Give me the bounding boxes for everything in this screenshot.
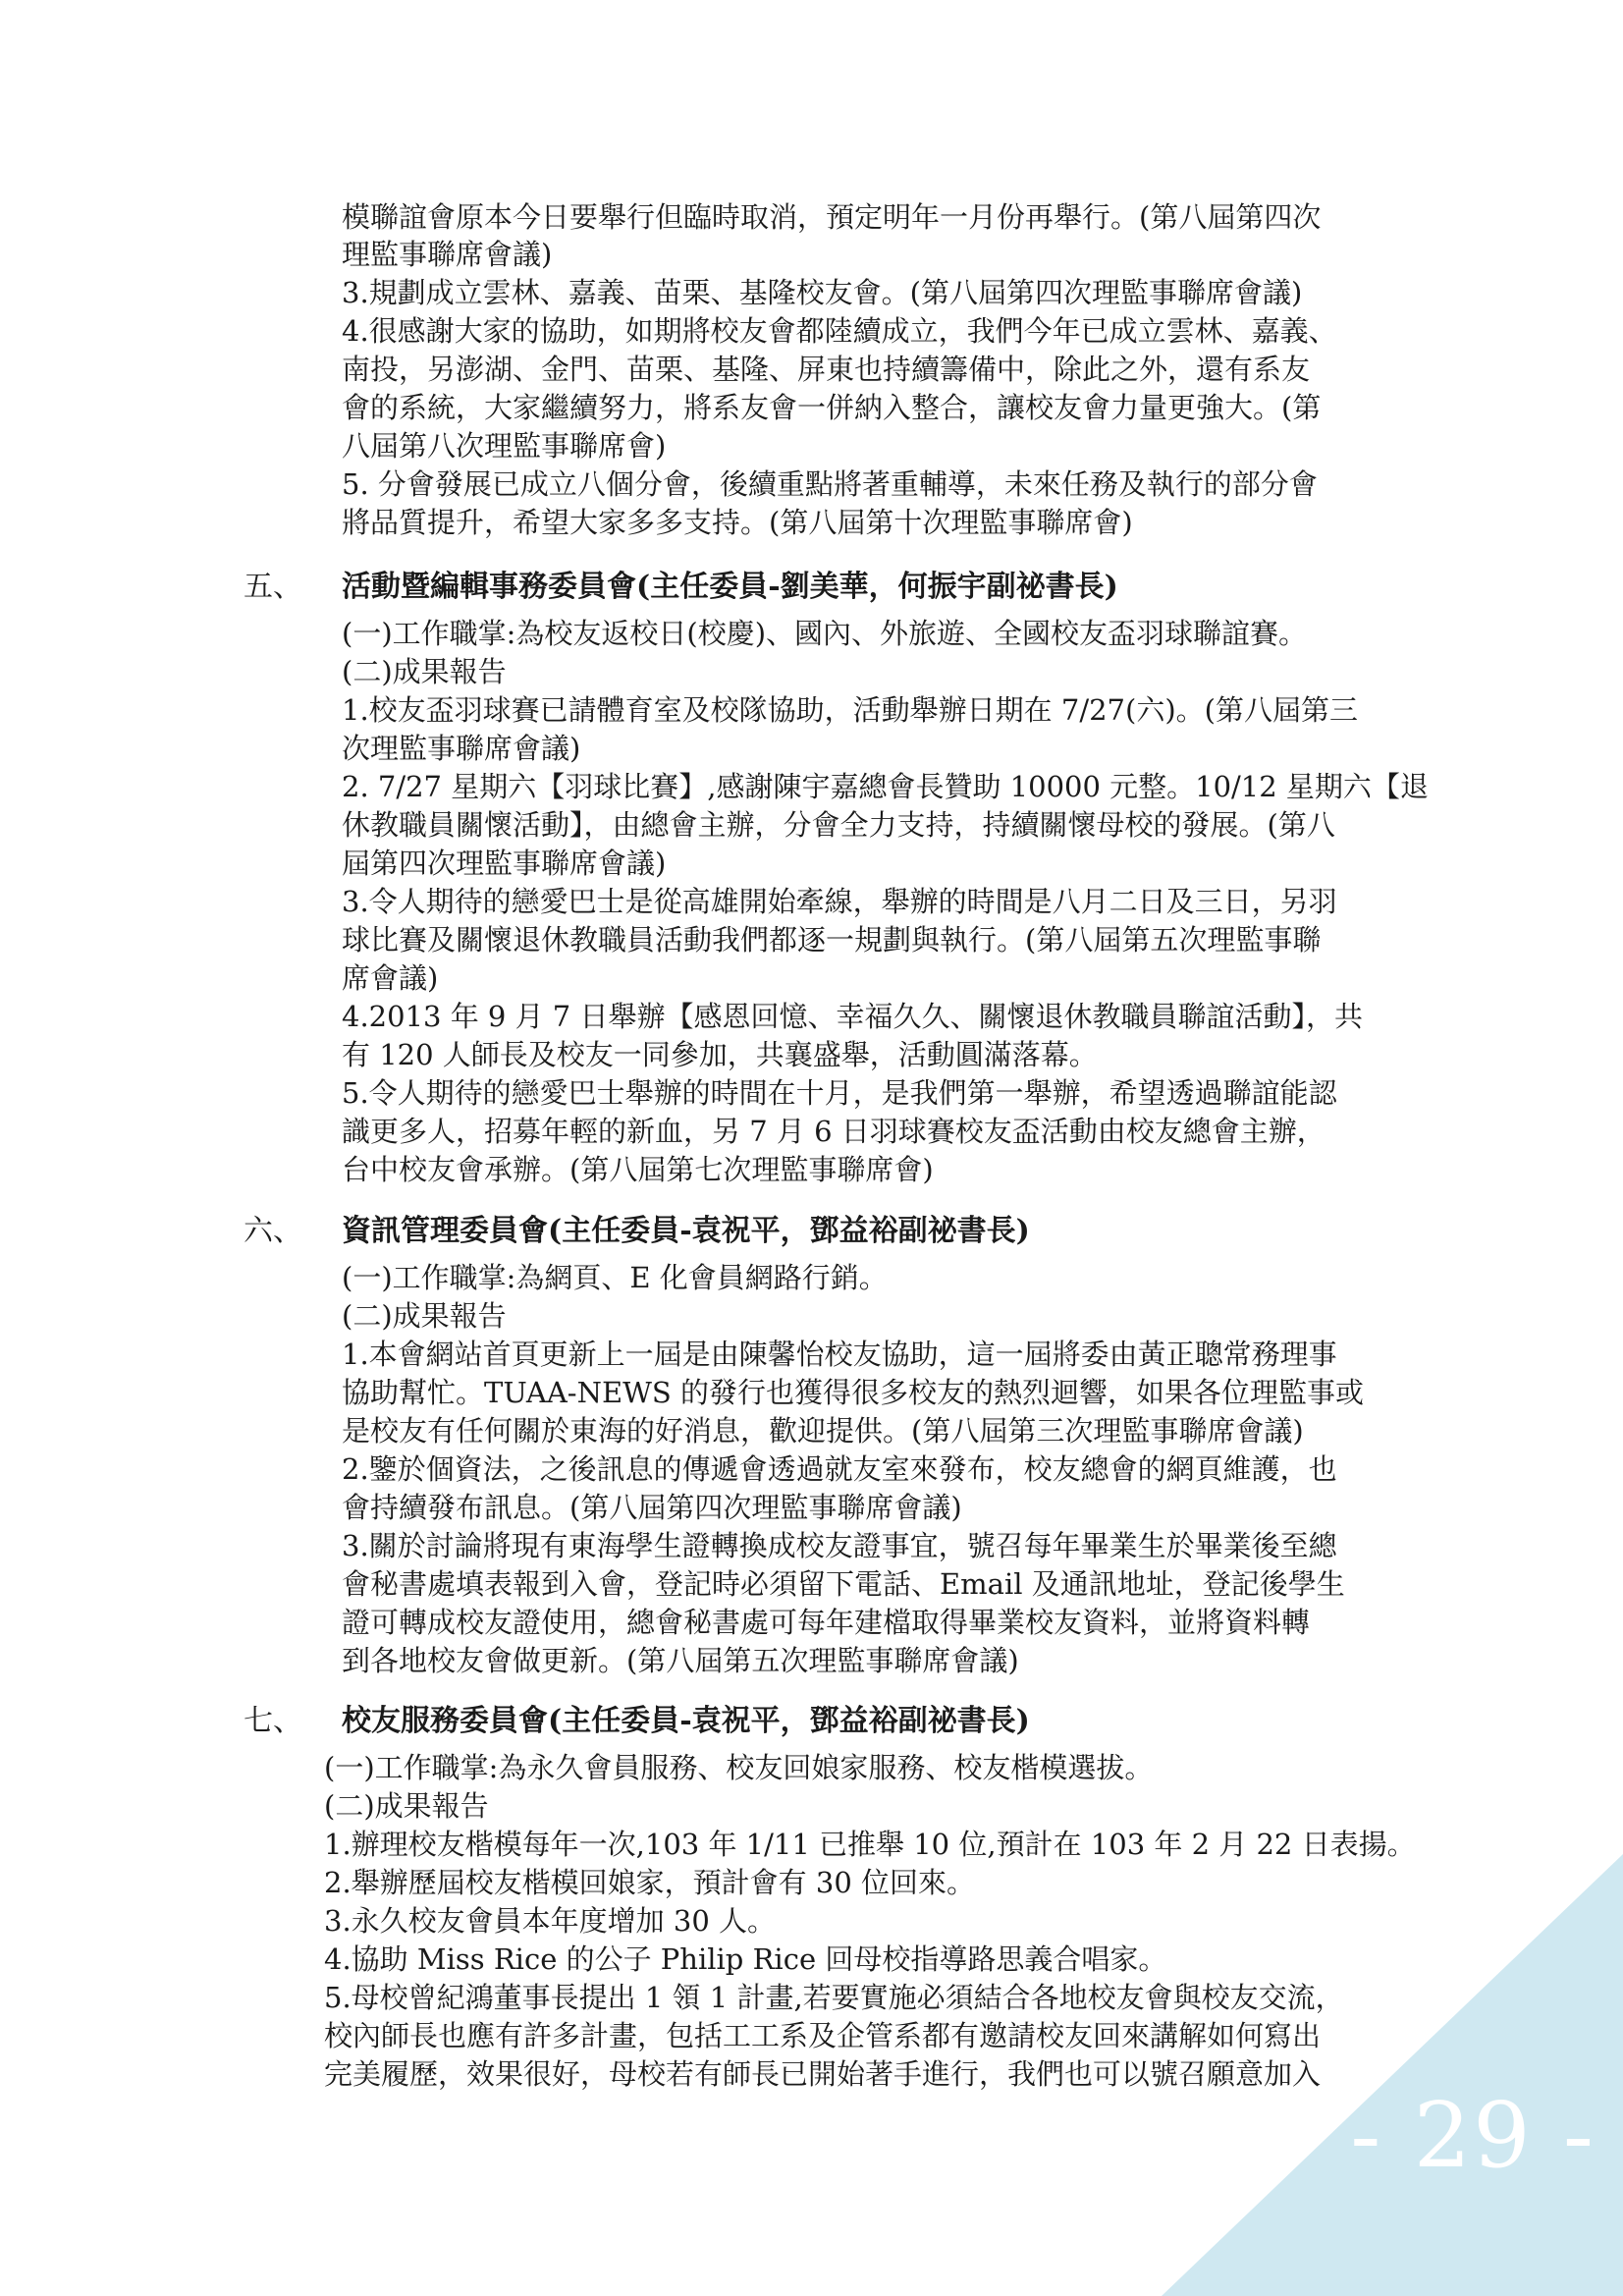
- page-number: - 29 -: [1350, 2083, 1596, 2188]
- paragraph-line: 4.協助 Miss Rice 的公子 Philip Rice 回母校指導路思義合唱家。: [324, 1942, 1167, 1976]
- paragraph-line: 1.本會網站首頁更新上一屆是由陳馨怡校友協助，這一屆將委由黃正聰常務理事: [342, 1338, 1337, 1371]
- section-number: 七、: [243, 1704, 302, 1738]
- paragraph-line: 有 120 人師長及校友一同參加，共襄盛舉，活動圓滿落幕。: [342, 1038, 1098, 1071]
- paragraph-line: (二)成果報告: [324, 1789, 489, 1823]
- paragraph-line: 模聯誼會原本今日要舉行但臨時取消，預定明年一月份再舉行。(第八屆第四次: [342, 200, 1322, 234]
- paragraph-line: 會秘書處填表報到入會，登記時必須留下電話、Email 及通訊地址，登記後學生: [342, 1567, 1345, 1601]
- paragraph-line: 2.舉辦歷屆校友楷模回娘家，預計會有 30 位回來。: [324, 1866, 976, 1899]
- section-title: 活動暨編輯事務委員會(主任委員-劉美華，何振宇副祕書長): [342, 570, 1118, 604]
- paragraph-line: 3.永久校友會員本年度增加 30 人。: [324, 1904, 777, 1938]
- paragraph-line: 席會議): [342, 961, 439, 995]
- paragraph-line: 八屆第八次理監事聯席會): [342, 429, 667, 463]
- paragraph-line: 3.規劃成立雲林、嘉義、苗栗、基隆校友會。(第八屆第四次理監事聯席會議): [342, 276, 1303, 309]
- paragraph-line: 4.很感謝大家的協助，如期將校友會都陸續成立，我們今年已成立雲林、嘉義、: [342, 314, 1337, 348]
- paragraph-line: 識更多人，招募年輕的新血，另 7 月 6 日羽球賽校友盃活動由校友總會主辦，: [342, 1115, 1325, 1148]
- paragraph-line: 次理監事聯席會議): [342, 732, 581, 765]
- section-heading-6: [243, 1212, 1030, 1251]
- paragraph-line: (一)工作職掌:為校友返校日(校慶)、國內、外旅遊、全國校友盃羽球聯誼賽。: [342, 617, 1308, 650]
- paragraph-line: 是校友有任何關於東海的好消息，歡迎提供。(第八屆第三次理監事聯席會議): [342, 1414, 1304, 1448]
- paragraph-line: 會持續發布訊息。(第八屆第四次理監事聯席會議): [342, 1491, 962, 1524]
- paragraph-line: 休教職員關懷活動】，由總會主辦，分會全力支持，持續關懷母校的發展。(第八: [342, 808, 1335, 842]
- section-heading-7: [243, 1702, 1030, 1741]
- paragraph-line: 協助幫忙。TUAA-NEWS 的發行也獲得很多校友的熱烈迴響，如果各位理監事或: [342, 1376, 1365, 1409]
- paragraph-line: 會的系統，大家繼續努力，將系友會一併納入整合，讓校友會力量更強大。(第: [342, 391, 1322, 424]
- section-title: 校友服務委員會(主任委員-袁祝平，鄧益裕副祕書長): [342, 1704, 1030, 1738]
- section-number: 五、: [243, 570, 302, 604]
- paragraph-line: 到各地校友會做更新。(第八屆第五次理監事聯席會議): [342, 1644, 1019, 1677]
- paragraph-line: 5.母校曾紀鴻董事長提出 1 領 1 計畫,若要實施必須結合各地校友會與校友交流，: [324, 1981, 1344, 2014]
- paragraph-line: 屆第四次理監事聯席會議): [342, 847, 667, 880]
- paragraph-line: (一)工作職掌:為網頁、E 化會員網路行銷。: [342, 1261, 888, 1294]
- paragraph-line: (一)工作職掌:為永久會員服務、校友回娘家服務、校友楷模選拔。: [324, 1751, 1154, 1784]
- paragraph-line: 5. 分會發展已成立八個分會，後續重點將著重輔導，未來任務及執行的部分會: [342, 467, 1318, 501]
- paragraph-line: 南投，另澎湖、金門、苗栗、基隆、屏東也持續籌備中，除此之外，還有系友: [342, 353, 1311, 386]
- section-number: 六、: [243, 1214, 302, 1248]
- paragraph-line: 3.關於討論將現有東海學生證轉換成校友證事宜，號召每年畢業生於畢業後至總: [342, 1529, 1337, 1562]
- paragraph-line: 證可轉成校友證使用，總會秘書處可每年建檔取得畢業校友資料，並將資料轉: [342, 1606, 1311, 1639]
- paragraph-line: 完美履歷，效果很好，母校若有師長已開始著手進行，我們也可以號召願意加入: [324, 2057, 1322, 2091]
- paragraph-line: (二)成果報告: [342, 655, 507, 688]
- paragraph-line: 球比賽及關懷退休教職員活動我們都逐一規劃與執行。(第八屆第五次理監事聯: [342, 923, 1322, 957]
- paragraph-line: 4.2013 年 9 月 7 日舉辦【感恩回憶、幸福久久、關懷退休教職員聯誼活動】，共: [342, 1000, 1363, 1033]
- paragraph-line: 3.令人期待的戀愛巴士是從高雄開始牽線，舉辦的時間是八月二日及三日，另羽: [342, 885, 1337, 918]
- paragraph-line: 2.鑒於個資法，之後訊息的傳遞會透過就友室來發布，校友總會的網頁維護，也: [342, 1452, 1337, 1486]
- paragraph-line: 校內師長也應有許多計畫，包括工工系及企管系都有邀請校友回來講解如何寫出: [324, 2019, 1322, 2052]
- paragraph-line: 將品質提升，希望大家多多支持。(第八屆第十次理監事聯席會): [342, 506, 1133, 539]
- paragraph-line: 1.校友盃羽球賽已請體育室及校隊協助，活動舉辦日期在 7/27(六)。(第八屆第三: [342, 693, 1358, 727]
- paragraph-line: 台中校友會承辦。(第八屆第七次理監事聯席會): [342, 1153, 934, 1186]
- section-title: 資訊管理委員會(主任委員-袁祝平，鄧益裕副祕書長): [342, 1214, 1030, 1248]
- paragraph-line: (二)成果報告: [342, 1299, 507, 1333]
- section-heading-5: [243, 568, 1118, 607]
- paragraph-line: 1.辦理校友楷模每年一次,103 年 1/11 已推舉 10 位,預計在 103 年 2 月 22 日表揚。: [324, 1828, 1416, 1861]
- paragraph-line: 理監事聯席會議): [342, 238, 553, 271]
- paragraph-line: 5.令人期待的戀愛巴士舉辦的時間在十月，是我們第一舉辦，希望透過聯誼能認: [342, 1076, 1337, 1110]
- paragraph-line: 2. 7/27 星期六【羽球比賽】,感謝陳宇嘉總會長贊助 10000 元整。10/12 星期六【退: [342, 770, 1429, 803]
